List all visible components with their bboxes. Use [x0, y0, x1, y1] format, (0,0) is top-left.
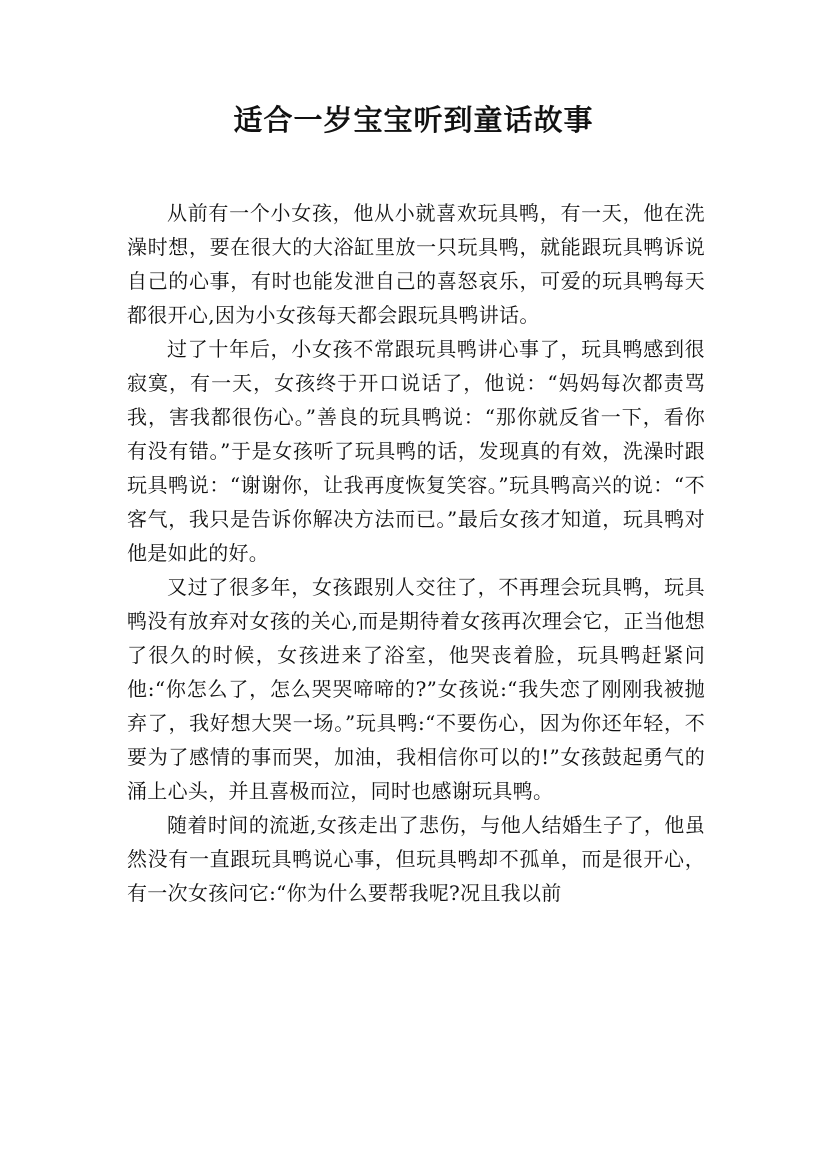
paragraph-4: 随着时间的流逝,女孩走出了悲伤，与他人结婚生子了，他虽然没有一直跟玩具鸭说心事，但玩具鸭却不孤单，而是很开心，有一次女孩问它:“你为什么要帮我呢?况且我以前: [127, 813, 705, 905]
paragraph-1: 从前有一个小女孩，他从小就喜欢玩具鸭，有一天，他在洗澡时想，要在很大的大浴缸里放一只玩具鸭，就能跟玩具鸭诉说自己的心事，有时也能发泄自己的喜怒哀乐，可爱的玩具鸭每天都很开心,因为小女孩每天都会跟玩具鸭讲话。: [127, 201, 705, 327]
paragraph-2: 过了十年后，小女孩不常跟玩具鸭讲心事了，玩具鸭感到很寂寞，有一天，女孩终于开口说话了，他说：“妈妈每次都责骂我，害我都很伤心。”善良的玩具鸭说：“那你就反省一下，看你有没有错。”于是女孩听了玩具鸭的话，发现真的有效，洗澡时跟玩具鸭说：“谢谢你，让我再度恢复笑容。”玩具鸭高兴的说：“不客气，我只是告诉你解决方法而已。”最后女孩才知道，玩具鸭对他是如此的好。: [127, 337, 705, 565]
document-body: [127, 196, 705, 910]
document-title: 适合一岁宝宝听到童话故事: [233, 103, 594, 137]
paragraph-3: 又过了很多年，女孩跟别人交往了，不再理会玩具鸭，玩具鸭没有放弃对女孩的关心,而是期待着女孩再次理会它，正当他想了很久的时候，女孩进来了浴室，他哭丧着脸，玩具鸭赶紧问他:“你怎么了，怎么哭哭啼啼的?”女孩说:“我失恋了刚刚我被抛弃了，我好想大哭一场。”玩具鸭:“不要伤心，因为你还年轻，不要为了感情的事而哭，加油，我相信你可以的!”女孩鼓起勇气的涌上心头，并且喜极而泣，同时也感谢玩具鸭。: [127, 575, 705, 803]
